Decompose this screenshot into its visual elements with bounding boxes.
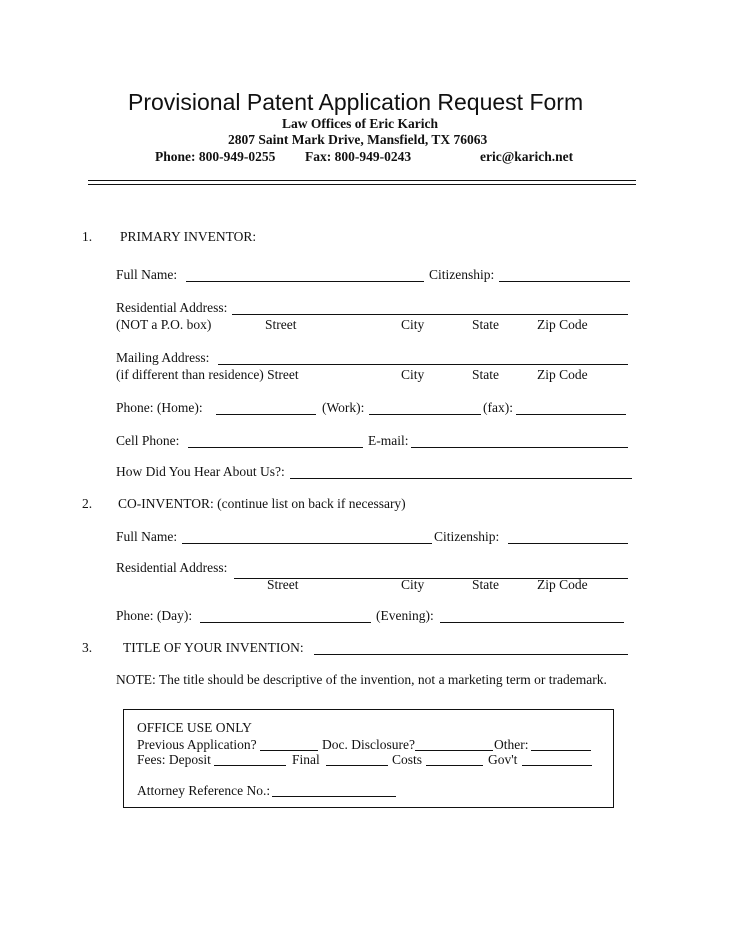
co-inventor-residential-address-label: Residential Address: (116, 560, 228, 575)
street-caption: Street (265, 317, 297, 332)
attorney-reference-field[interactable] (272, 796, 396, 797)
firm-email: eric@karich.net (480, 149, 574, 164)
costs-field[interactable] (426, 765, 483, 766)
final-field[interactable] (326, 765, 388, 766)
section-1-number: 1. (82, 229, 93, 244)
mailing-state-caption: State (472, 367, 499, 382)
govt-label: Gov't (488, 752, 518, 767)
attorney-reference-label: Attorney Reference No.: (137, 783, 271, 798)
phone-home-label: Phone: (Home): (116, 400, 203, 415)
final-label: Final (292, 752, 320, 767)
if-different-note: (if different than residence) Street (116, 367, 299, 382)
section-1-heading: PRIMARY INVENTOR: (120, 229, 257, 244)
section-3-heading: TITLE OF YOUR INVENTION: (123, 640, 304, 655)
inventor-full-name-label: Full Name: (116, 267, 178, 282)
phone-day-label: Phone: (Day): (116, 608, 193, 623)
email-label: E-mail: (368, 433, 409, 448)
inventor-residential-address-field[interactable] (232, 314, 628, 315)
co-zip-caption: Zip Code (537, 577, 588, 592)
title-note: NOTE: The title should be descriptive of the invention, not a marketing term or trademark. (116, 672, 607, 687)
firm-phone: Phone: 800-949-0255 (155, 149, 276, 164)
previous-application-label: Previous Application? (137, 737, 257, 752)
govt-field[interactable] (522, 765, 592, 766)
phone-home-field[interactable] (216, 414, 316, 415)
office-use-heading: OFFICE USE ONLY (137, 720, 252, 735)
mailing-zip-caption: Zip Code (537, 367, 588, 382)
section-2-number: 2. (82, 496, 93, 511)
co-inventor-citizenship-label: Citizenship: (434, 529, 500, 544)
page-title: Provisional Patent Application Request Form (128, 89, 584, 115)
invention-title-field[interactable] (314, 654, 628, 655)
previous-application-field[interactable] (260, 750, 318, 751)
fees-deposit-label: Fees: Deposit (137, 752, 211, 767)
mailing-city-caption: City (401, 367, 425, 382)
co-city-caption: City (401, 577, 425, 592)
inventor-full-name-field[interactable] (186, 281, 424, 282)
co-inventor-full-name-field[interactable] (182, 543, 432, 544)
zip-caption: Zip Code (537, 317, 588, 332)
other-label: Other: (494, 737, 529, 752)
cell-phone-label: Cell Phone: (116, 433, 180, 448)
inventor-citizenship-field[interactable] (499, 281, 630, 282)
phone-evening-field[interactable] (440, 622, 624, 623)
co-state-caption: State (472, 577, 499, 592)
city-caption: City (401, 317, 425, 332)
fax-label: (fax): (483, 400, 513, 415)
header-divider (88, 180, 636, 185)
inventor-citizenship-label: Citizenship: (429, 267, 495, 282)
inventor-residential-address-label: Residential Address: (116, 300, 228, 315)
firm-fax: Fax: 800-949-0243 (305, 149, 412, 164)
email-field[interactable] (411, 447, 628, 448)
doc-disclosure-label: Doc. Disclosure? (322, 737, 415, 752)
phone-evening-label: (Evening): (376, 608, 434, 623)
cell-phone-field[interactable] (188, 447, 363, 448)
fax-field[interactable] (516, 414, 626, 415)
mailing-address-field[interactable] (218, 364, 628, 365)
doc-disclosure-field[interactable] (415, 750, 493, 751)
how-hear-field[interactable] (290, 478, 632, 479)
firm-address: 2807 Saint Mark Drive, Mansfield, TX 76063 (228, 132, 488, 147)
phone-day-field[interactable] (200, 622, 371, 623)
phone-work-label: (Work): (322, 400, 365, 415)
phone-work-field[interactable] (369, 414, 481, 415)
state-caption: State (472, 317, 499, 332)
other-field[interactable] (531, 750, 591, 751)
section-3-number: 3. (82, 640, 93, 655)
costs-label: Costs (392, 752, 423, 767)
co-street-caption: Street (267, 577, 299, 592)
mailing-address-label: Mailing Address: (116, 350, 210, 365)
not-po-box-note: (NOT a P.O. box) (116, 317, 212, 332)
co-inventor-citizenship-field[interactable] (508, 543, 628, 544)
how-hear-label: How Did You Hear About Us?: (116, 464, 285, 479)
co-inventor-full-name-label: Full Name: (116, 529, 178, 544)
fees-deposit-field[interactable] (214, 765, 286, 766)
section-2-heading: CO-INVENTOR: (continue list on back if necessary) (118, 496, 406, 511)
firm-name: Law Offices of Eric Karich (282, 116, 438, 131)
